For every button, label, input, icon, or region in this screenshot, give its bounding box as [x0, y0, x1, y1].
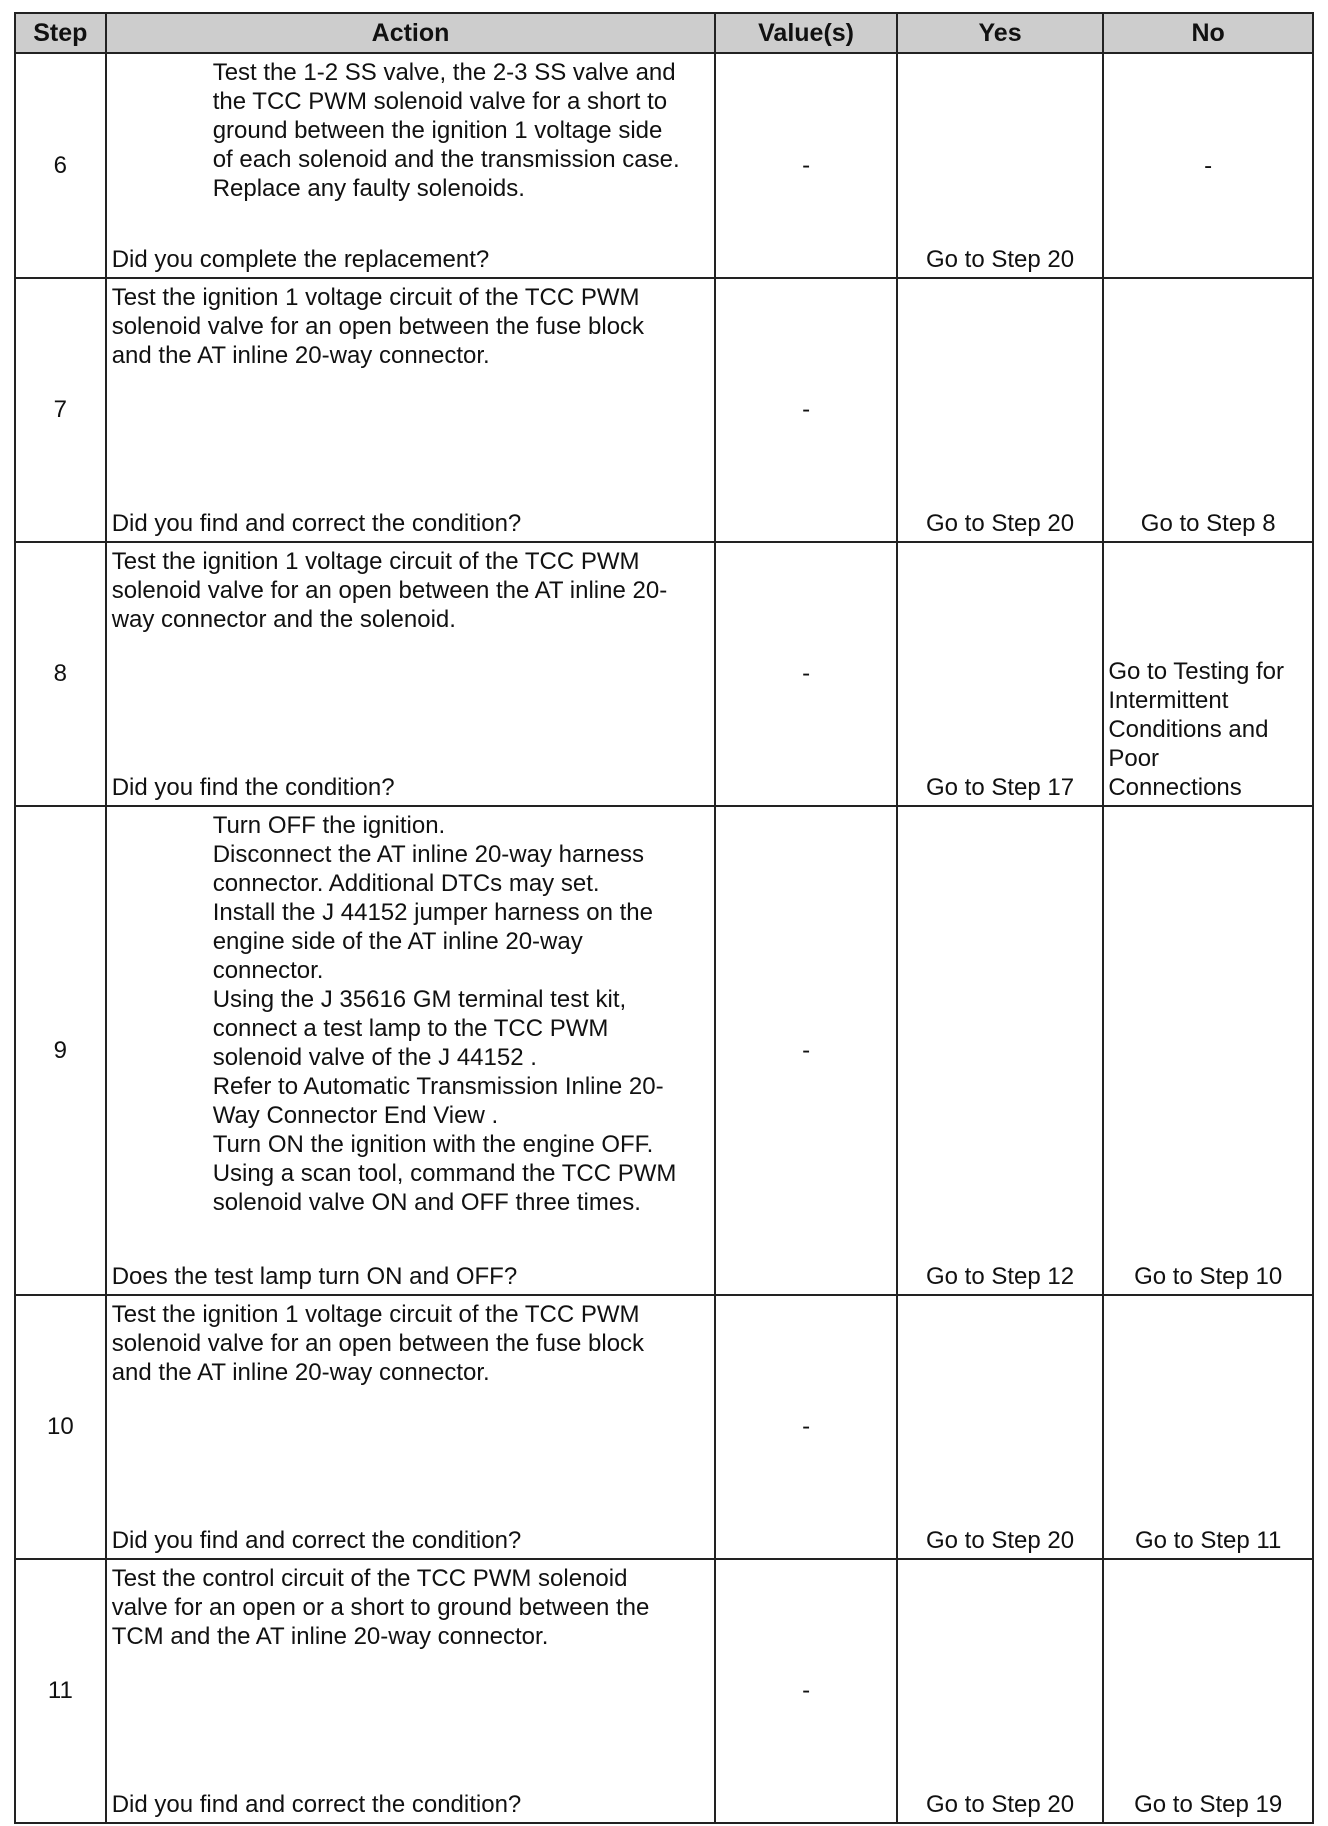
step-number: 10 — [15, 1295, 106, 1559]
no-link-line: Go to Testing for — [1108, 658, 1284, 685]
no-link[interactable]: Go to Step 8 — [1140, 510, 1276, 537]
action-question: Did you find and correct the condition? — [111, 1527, 522, 1554]
action-line: Way Connector End View . — [212, 1102, 499, 1129]
yes-link[interactable]: Go to Step 20 — [926, 1527, 1075, 1554]
no-cell — [1103, 278, 1313, 542]
value-cell: - — [715, 278, 896, 542]
value-cell: - — [715, 53, 896, 278]
action-cell — [106, 542, 716, 806]
header-values: Value(s) — [715, 13, 896, 53]
yes-link[interactable]: Go to Step 17 — [926, 774, 1075, 801]
step-number: 9 — [15, 806, 106, 1295]
yes-cell — [897, 542, 1104, 806]
table-row — [15, 53, 1313, 278]
action-line: ground between the ignition 1 voltage side — [212, 117, 663, 144]
action-line: Using the J 35616 GM terminal test kit, — [212, 986, 627, 1013]
no-value: - — [1204, 152, 1213, 179]
action-cell — [106, 1559, 716, 1823]
yes-cell — [897, 53, 1104, 278]
action-line: solenoid valve for an open between the fuse block — [111, 313, 645, 340]
action-line: solenoid valve for an open between the AT inline 20- — [111, 577, 668, 604]
action-line: valve for an open or a short to ground between the — [111, 1594, 650, 1621]
value-cell: - — [715, 542, 896, 806]
table-row — [15, 542, 1313, 806]
no-link-line: Intermittent — [1108, 687, 1229, 714]
action-line: Turn OFF the ignition. — [212, 812, 446, 839]
action-line: the TCC PWM solenoid valve for a short to — [212, 88, 668, 115]
action-cell — [106, 278, 716, 542]
table-row — [15, 806, 1313, 1295]
action-line: engine side of the AT inline 20-way — [212, 928, 583, 955]
action-line: way connector and the solenoid. — [111, 606, 456, 633]
action-line: connector. Additional DTCs may set. — [212, 870, 600, 897]
yes-link[interactable]: Go to Step 20 — [926, 1791, 1075, 1818]
step-number: 6 — [15, 53, 106, 278]
yes-link[interactable]: Go to Step 20 — [926, 246, 1075, 273]
action-line: solenoid valve of the J 44152 . — [212, 1044, 537, 1071]
action-question: Did you complete the replacement? — [111, 246, 490, 273]
action-line: TCM and the AT inline 20-way connector. — [111, 1623, 549, 1650]
no-cell — [1103, 1559, 1313, 1823]
action-line: Refer to Automatic Transmission Inline 20- — [212, 1073, 664, 1100]
no-link-line: Poor — [1108, 745, 1160, 772]
action-line: Turn ON the ignition with the engine OFF. — [212, 1131, 654, 1158]
table-row — [15, 278, 1313, 542]
action-cell — [106, 53, 716, 278]
action-line: solenoid valve for an open between the fuse block — [111, 1330, 645, 1357]
no-cell — [1103, 53, 1313, 278]
step-number: 8 — [15, 542, 106, 806]
table-row — [15, 1559, 1313, 1823]
header-no: No — [1103, 13, 1313, 53]
no-link[interactable]: Go to Step 19 — [1134, 1791, 1283, 1818]
action-line: of each solenoid and the transmission case. — [212, 146, 680, 173]
no-link[interactable]: Go to Step 11 — [1135, 1527, 1282, 1554]
action-question: Did you find and correct the condition? — [111, 510, 522, 537]
action-cell — [106, 806, 716, 1295]
action-line: connector. — [212, 957, 324, 984]
action-line: and the AT inline 20-way connector. — [111, 342, 490, 369]
yes-link[interactable]: Go to Step 12 — [926, 1263, 1075, 1290]
no-cell — [1103, 1295, 1313, 1559]
header-action: Action — [106, 13, 716, 53]
header-yes: Yes — [897, 13, 1104, 53]
action-line: Test the ignition 1 voltage circuit of the TCC PWM — [111, 284, 640, 311]
action-line: Install the J 44152 jumper harness on the — [212, 899, 653, 926]
action-question: Did you find the condition? — [111, 774, 395, 801]
yes-cell — [897, 1559, 1104, 1823]
action-line: Test the ignition 1 voltage circuit of the TCC PWM — [111, 548, 640, 575]
yes-cell — [897, 806, 1104, 1295]
yes-link[interactable]: Go to Step 20 — [926, 510, 1075, 537]
action-line: connect a test lamp to the TCC PWM — [212, 1015, 609, 1042]
yes-cell — [897, 278, 1104, 542]
step-number: 7 — [15, 278, 106, 542]
value-cell: - — [715, 1295, 896, 1559]
action-line: Disconnect the AT inline 20-way harness — [212, 841, 645, 868]
value-cell: - — [715, 1559, 896, 1823]
action-line: and the AT inline 20-way connector. — [111, 1359, 490, 1386]
no-cell — [1103, 542, 1313, 806]
action-line: solenoid valve ON and OFF three times. — [212, 1189, 641, 1216]
action-line: Test the control circuit of the TCC PWM solenoid — [111, 1565, 628, 1592]
action-line: Test the 1-2 SS valve, the 2-3 SS valve and — [212, 59, 676, 86]
action-line: Using a scan tool, command the TCC PWM — [212, 1160, 677, 1187]
no-link-line: Connections — [1108, 774, 1242, 801]
diagnostic-table — [14, 12, 1314, 1824]
header-step: Step — [15, 13, 106, 53]
value-cell: - — [715, 806, 896, 1295]
header-row — [15, 13, 1313, 53]
action-question: Does the test lamp turn ON and OFF? — [111, 1263, 518, 1290]
action-question: Did you find and correct the condition? — [111, 1791, 522, 1818]
step-number: 11 — [15, 1559, 106, 1823]
no-link[interactable] — [1104, 657, 1312, 802]
action-cell — [106, 1295, 716, 1559]
action-line: Replace any faulty solenoids. — [212, 175, 525, 202]
action-line: Test the ignition 1 voltage circuit of the TCC PWM — [111, 1301, 640, 1328]
no-link[interactable]: Go to Step 10 — [1134, 1263, 1283, 1290]
table-row — [15, 1295, 1313, 1559]
no-cell — [1103, 806, 1313, 1295]
no-link-line: Conditions and — [1108, 716, 1269, 743]
yes-cell — [897, 1295, 1104, 1559]
